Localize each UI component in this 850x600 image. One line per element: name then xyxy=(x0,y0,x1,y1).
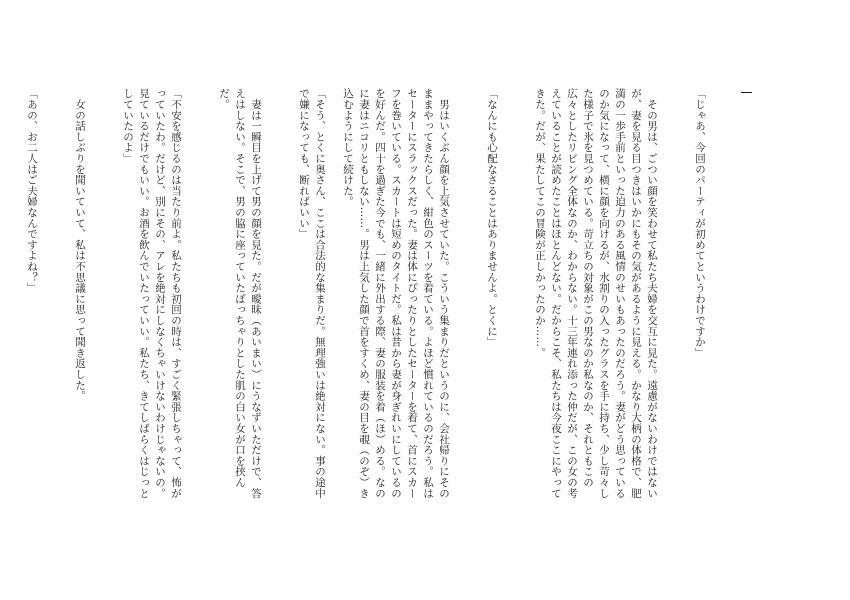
paragraph: その男は、ごつい顔を笑わせて私たち夫婦を交互に見た。遠慮がないわけではないが、妻を見る目つきはいかにもその気があるように見える。かなり大柄の体格で、肥満の一歩手前といった迫力のある風情のせいもあったのだろう。妻がどう思っているのか気になって、横に顔を向けるが、水割りの入ったグラスを手に持ち、少し苛々した様子で氷を見つめている。苛立ちの対象がこの男なのか私なのか、それともこの広々としたリビング全体なのか、わからない。十三年連れ添った仲だが、この女の考えていることが読めたことはほとんどない。だからこそ、私たちは今夜ここにやってきた。だが、果たしてこの冒険が正しかったのか……。 xyxy=(534,88,658,499)
paragraph: 「なんにも心配なさることはありませんよ。とくに」 xyxy=(486,88,498,348)
paragraph: 「不安を感じるのは当たり前よ。私たちも初回の時は、すごく緊張しちゃって、怖がっていたわ。だけど、別にその、アレを絶対にしなくちゃいけないわけじゃないの。見ているだけでもいい。お酒を飲んでいたっていい。私たち、きてしばらくはじっとしていたのよ」 xyxy=(122,88,182,499)
paragraph: 「そう、とくに奥さん、ここは合法的な集まりだ。無理強いは絶対にない。事の途中で嫌になっても、断ればいい」 xyxy=(298,88,326,499)
paragraph: 「じゃあ、今回のパーティが初めてというわけですか」 xyxy=(694,88,706,358)
paragraph: 女の話しぶりを聞いていて、私は不思議に思って聞き返した。 xyxy=(74,88,86,402)
paragraph: 妻は一瞬目を上げて男の顔を見た。だが曖昧（あいまい）にうなずいただけで、答えはしない。そこで、男の脇に座っていたぽっちゃりとした肌の白い女が口を挟んだ。 xyxy=(218,88,262,499)
paragraph: 「あの、お二人はご夫婦なんですよね？」 xyxy=(26,88,38,294)
paragraph: 男はいくぶん顔を上気させていた。こういう集まりだというのに、会社帰りにそのままやってきたらしく、紺色のスーツを着ている。よほど慣れているのだろう。私はセーターにスラックスだった。妻は体にぴったりとしたセーターを着て、首にスカーフを巻いている。スカートは短めのタイトだ。私は昔から妻が身ぎれいにしているのを好んだ。四十を過ぎた今でも、一緒に外出する際、妻の服装を着（ほ）める。なのに妻はニコリともしない……。男は上気した顔で首をすくめ、妻の目を覗（のぞ）き込むようにして続けた。 xyxy=(342,88,450,499)
text-column-block-left xyxy=(26,88,360,508)
text-column-block-right xyxy=(342,88,740,508)
